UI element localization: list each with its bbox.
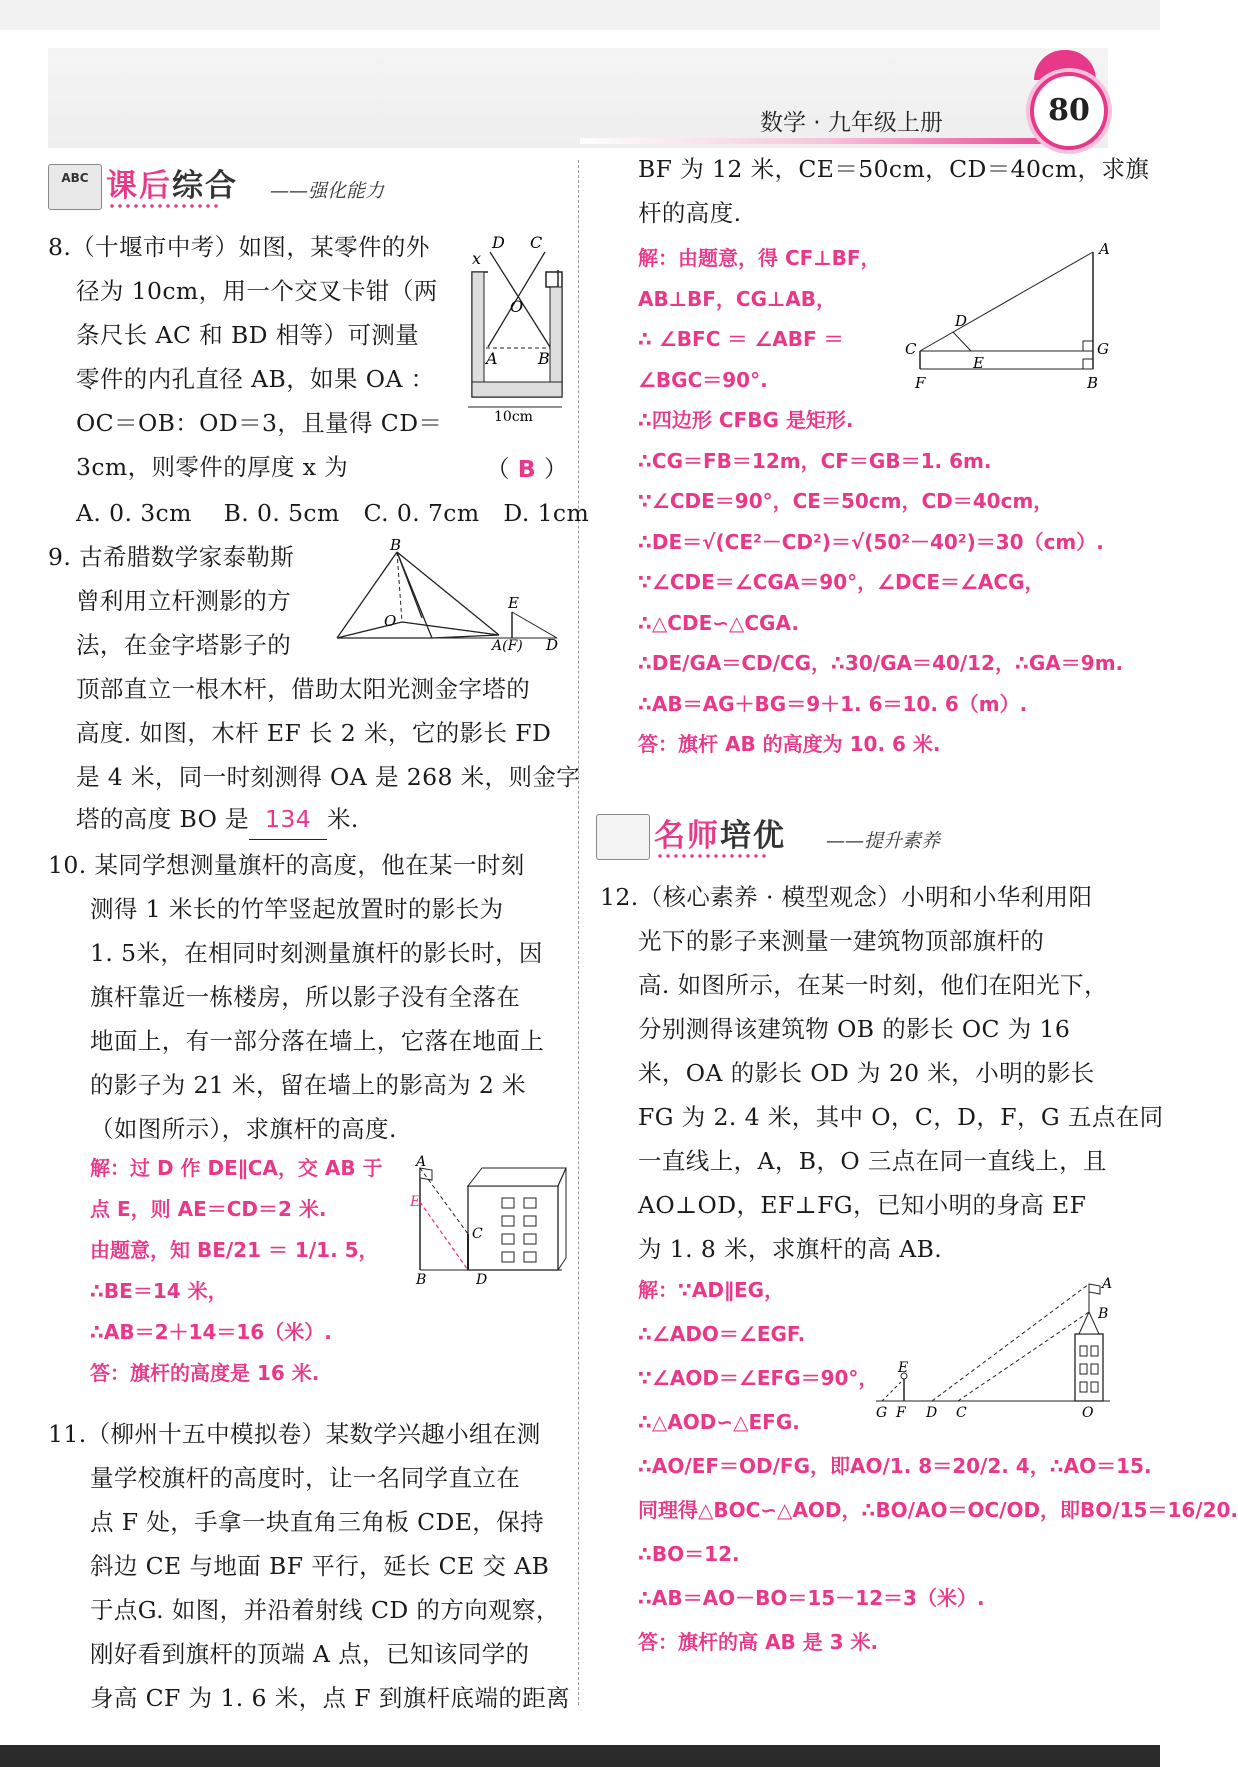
label-D: D: [546, 636, 559, 654]
q11sol-line: ∴四边形 CFBG 是矩形.: [638, 408, 854, 432]
q11-line: 量学校旗杆的高度时，让一名同学直立在: [90, 1464, 521, 1492]
label-B: B: [538, 349, 550, 368]
title-part-b: 综: [172, 168, 205, 204]
q10sol-line: 由题意，知 BE/21 ＝ 1/1. 5，: [90, 1238, 379, 1262]
label-B: B: [390, 536, 402, 554]
label-F: F: [915, 374, 926, 392]
q11sol-line: 答：旗杆 AB 的高度为 10. 6 米.: [638, 732, 941, 756]
q10-line: 旗杆靠近一栋楼房，所以影子没有全落在: [90, 983, 521, 1011]
label-B: B: [1098, 1306, 1109, 1322]
q11-line: 点 F 处，手拿一块直角三角板 CDE，保持: [90, 1508, 544, 1536]
q11sol-line: ∵∠CDE＝90°，CE＝50cm，CD＝40cm，: [638, 489, 1054, 513]
section-subtitle: ——提升素养: [826, 830, 941, 852]
q11-line: 刚好看到旗杆的顶端 A 点，已知该同学的: [90, 1640, 530, 1668]
label-x: x: [472, 249, 482, 268]
figure-q12: [870, 1276, 1115, 1426]
q9-line: 曾利用立杆测影的方: [76, 587, 292, 615]
top-strip: [0, 0, 1160, 30]
q12sol-line: 同理得△BOC∽△AOD，∴BO/AO＝OC/OD，即BO/15＝16/20.: [638, 1498, 1238, 1522]
q11sol-line: ∴DE/GA＝CD/CG，∴30/GA＝40/12，∴GA＝9m.: [638, 651, 1124, 675]
q9-line: 法，在金字塔影子的: [76, 631, 292, 659]
header-title: 数学 · 九年级上册: [760, 110, 943, 136]
dots-decoration: [108, 204, 218, 208]
q12-line: 一直线上，A，B，O 三点在同一直线上，且: [638, 1147, 1107, 1175]
title-part-b: 培: [720, 818, 753, 854]
q9-answer-blank: 134: [249, 800, 327, 840]
q11-line: 于点G. 如图，并沿着射线 CD 的方向观察，: [90, 1596, 560, 1624]
q9-last-post: 米.: [327, 805, 359, 833]
q10sol-line: 解：过 D 作 DE∥CA，交 AB 于: [90, 1156, 383, 1180]
q11sol-line: ∠BGC＝90°.: [638, 367, 768, 392]
section-header-after-class: [48, 158, 448, 214]
q11c-line: BF 为 12 米，CE＝50cm，CD＝40cm，求旗: [638, 155, 1150, 183]
q12-line: 米，OA 的影长 OD 为 20 米，小明的影长: [638, 1059, 1095, 1087]
header-rule: [580, 138, 1070, 144]
q10sol-line: ∴AB＝2＋14＝16（米）.: [90, 1320, 332, 1344]
q12-line: FG 为 2. 4 米，其中 O，C，D，F，G 五点在同: [638, 1103, 1164, 1131]
q8-line: OC＝OB：OD＝3，且量得 CD＝: [76, 409, 443, 437]
label-G: G: [1097, 340, 1109, 358]
label-D: D: [492, 233, 505, 252]
label-O: O: [1082, 1405, 1094, 1421]
q12-line: AO⊥OD，EF⊥FG，已知小明的身高 EF: [638, 1191, 1087, 1219]
q9-line: 9. 古希腊数学家泰勒斯: [48, 543, 295, 571]
part-wall: [472, 272, 484, 397]
q10sol-line: 点 E，则 AE＝CD＝2 米.: [90, 1197, 327, 1221]
q10-line: 的影子为 21 米，留在墙上的影高为 2 米: [90, 1071, 527, 1099]
figure-q11: [905, 240, 1115, 394]
header-band: [48, 48, 1108, 148]
bottom-strip: [0, 1745, 1160, 1767]
section-header-master-teacher: [596, 808, 1016, 864]
title-part-a: 课后: [106, 168, 172, 204]
label-A: A: [1099, 240, 1110, 258]
q12sol-line: ∴AB＝AO－BO＝15－12＝3（米）.: [638, 1586, 985, 1610]
q12sol-line: ∴∠ADO＝∠EGF.: [638, 1322, 806, 1346]
q11sol-line: ∴ ∠BFC ＝ ∠ABF ＝: [638, 327, 844, 351]
q9-line: 是 4 米，同一时刻测得 OA 是 268 米，则金字: [76, 763, 581, 791]
label-C: C: [472, 1226, 483, 1242]
title-part-c: 合: [205, 168, 238, 204]
dots-decoration: [656, 854, 766, 858]
section-subtitle: ——强化能力: [270, 180, 385, 202]
q8-answer: （ B ）: [486, 455, 568, 483]
q11-line: 11.（柳州十五中模拟卷）某数学兴趣小组在测: [48, 1420, 541, 1448]
label-E: E: [973, 354, 984, 372]
q10-line: 测得 1 米长的竹竿竖起放置时的影长为: [90, 895, 504, 923]
q11-line: 身高 CF 为 1. 6 米，点 F 到旗杆底端的距离: [90, 1684, 571, 1712]
label-AF: A(F): [492, 638, 523, 654]
q9-last-line: [76, 800, 359, 840]
page-number: 80: [1030, 72, 1108, 150]
q10sol-line: 答：旗杆的高度是 16 米.: [90, 1361, 320, 1385]
q12-line: 为 1. 8 米，求旗杆的高 AB.: [638, 1235, 943, 1263]
title-part-a: 名师: [654, 818, 720, 854]
q9-last-pre: 塔的高度 BO 是: [76, 805, 250, 833]
q11sol-line: AB⊥BF，CG⊥AB，: [638, 286, 837, 311]
book-icon: ABC: [48, 164, 102, 210]
q12-line: 12.（核心素养 · 模型观念）小明和小华利用阳: [600, 883, 1093, 911]
q12-line: 光下的影子来测量一建筑物顶部旗杆的: [638, 927, 1045, 955]
q11sol-line: ∴DE＝√(CE²－CD²)＝√(50²－40²)＝30（cm）.: [638, 529, 1104, 554]
q11sol-line: ∴△CDE∽△CGA.: [638, 610, 799, 635]
q8-answer-letter: B: [517, 455, 537, 483]
q8-line: 零件的内孔直径 AB，如果 OA ：: [76, 365, 435, 393]
label-D: D: [955, 312, 968, 330]
label-C: C: [905, 340, 917, 358]
q12-line: 高. 如图所示，在某一时刻，他们在阳光下，: [638, 971, 1108, 999]
q9-line: 顶部直立一根木杆，借助太阳光测金字塔的: [76, 675, 531, 703]
q12sol-line: ∴BO＝12.: [638, 1542, 740, 1566]
label-A: A: [416, 1154, 427, 1170]
label-D: D: [926, 1405, 938, 1421]
label-O: O: [510, 297, 524, 316]
q12sol-line: 解：∵AD∥EG，: [638, 1278, 785, 1302]
label-E: E: [508, 594, 519, 612]
label-B: B: [1087, 374, 1099, 392]
q12sol-line: ∵∠AOD＝∠EFG＝90°，: [638, 1366, 879, 1390]
q8-options: A. 0. 3cm B. 0. 5cm C. 0. 7cm D. 1cm: [76, 499, 590, 527]
q11sol-line: 解：由题意，得 CF⊥BF，: [638, 246, 881, 270]
q12-line: 分别测得该建筑物 OB 的影长 OC 为 16: [638, 1015, 1071, 1043]
label-O: O: [384, 612, 397, 630]
q8-line: 径为 10cm，用一个交叉卡钳（两: [76, 277, 438, 305]
label-C: C: [530, 233, 543, 252]
label-A: A: [486, 349, 498, 368]
q10-line: 地面上，有一部分落在墙上，它落在地面上: [90, 1027, 545, 1055]
q11sol-line: ∴CG＝FB＝12m，CF＝GB＝1. 6m.: [638, 448, 992, 473]
label-D: D: [476, 1272, 488, 1288]
q11sol-line: ∴AB＝AG＋BG＝9＋1. 6＝10. 6（m）.: [638, 691, 1028, 716]
figure-q9: [332, 536, 572, 654]
q9-line: 高度. 如图，木杆 EF 长 2 米，它的影长 FD: [76, 719, 552, 747]
q12sol-line: ∴△AOD∽△EFG.: [638, 1410, 800, 1434]
label-10cm: 10cm: [494, 409, 533, 425]
label-G: G: [876, 1405, 888, 1421]
q12sol-line: 答：旗杆的高 AB 是 3 米.: [638, 1630, 879, 1654]
section-title: [106, 160, 238, 205]
title-part-c: 优: [753, 818, 786, 854]
q10sol-line: ∴BE＝14 米，: [90, 1279, 228, 1303]
q8-line: 条尺长 AC 和 BD 相等）可测量: [76, 321, 420, 349]
q10-line: 1. 5米，在相同时刻测量旗杆的影长时，因: [90, 939, 543, 967]
q11sol-line: ∵∠CDE＝∠CGA＝90°，∠DCE＝∠ACG，: [638, 570, 1045, 594]
q11c-line: 杆的高度.: [638, 199, 742, 227]
label-E: E: [410, 1194, 421, 1210]
q8-line: 8.（十堰市中考）如图，某零件的外: [48, 233, 430, 261]
section-title: [654, 810, 786, 855]
label-E: E: [898, 1360, 909, 1376]
q10-line: 10. 某同学想测量旗杆的高度，他在某一时刻: [48, 851, 525, 879]
tower: [1075, 1334, 1103, 1401]
label-C: C: [956, 1405, 967, 1421]
q10-line: （如图所示），求旗杆的高度.: [90, 1115, 397, 1143]
q12sol-line: ∴AO/EF＝OD/FG，即AO/1. 8＝20/2. 4，∴AO＝15.: [638, 1454, 1152, 1478]
label-B: B: [416, 1272, 427, 1288]
figure-q10: [402, 1154, 567, 1290]
q11-line: 斜边 CE 与地面 BF 平行，延长 CE 交 AB: [90, 1552, 550, 1580]
lamp-icon: [596, 814, 650, 860]
q8-line: 3cm，则零件的厚度 x 为: [76, 453, 349, 481]
label-A: A: [1102, 1276, 1113, 1292]
label-F: F: [896, 1405, 906, 1421]
column-divider: [578, 160, 579, 1705]
figure-q8: [450, 232, 570, 425]
